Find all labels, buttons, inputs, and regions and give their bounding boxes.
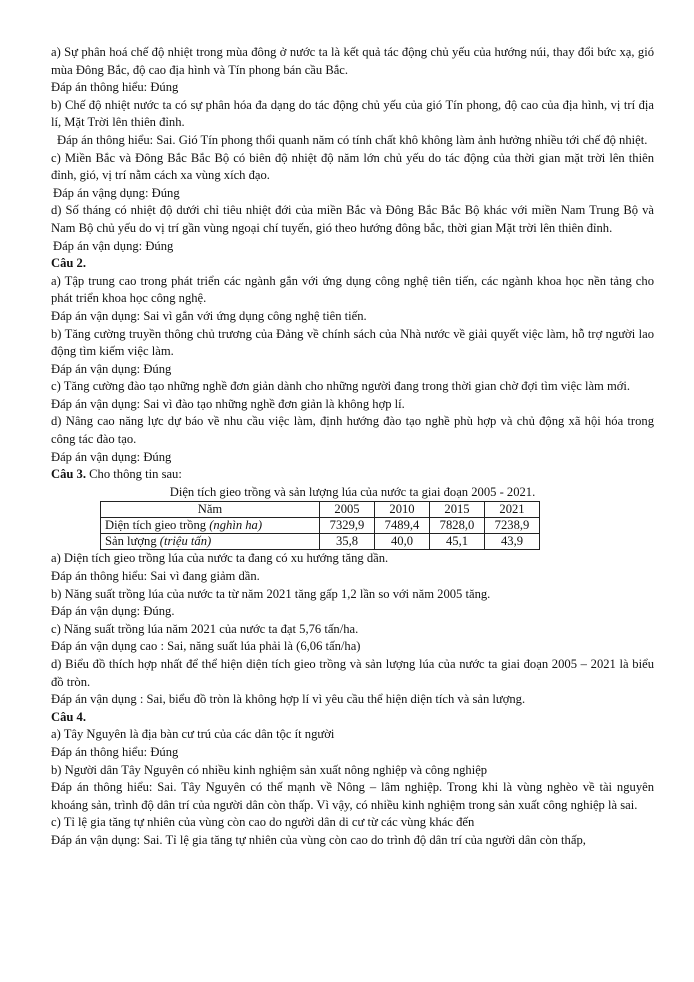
q4-statement-b: b) Người dân Tây Nguyên có nhiều kinh nghiệm sản xuất nông nghiệp và công nghiệp xyxy=(51,762,488,777)
row-unit: (triệu tấn) xyxy=(159,534,212,549)
q3-title: Câu 3. xyxy=(51,467,86,482)
table-row xyxy=(101,534,540,550)
q3-statement-d: d) Biểu đồ thích hợp nhất để thể hiện diện tích gieo trồng và sản lượng lúa của nước ta giai đoạn 2005 – 2021 là biểu đồ tròn. xyxy=(51,657,654,689)
q4-answer-c: Đáp án vận dụng: Sai. Tỉ lệ gia tăng tự nhiên của vùng còn cao do trình độ dân trí của người dân còn thấp, xyxy=(51,832,586,847)
q2-answer-b: Đáp án vận dụng: Đúng xyxy=(51,361,172,376)
header-year: 2005 xyxy=(320,502,375,518)
table-cell: 7238,9 xyxy=(485,518,540,534)
q1-answer-d: Đáp án vận dụng: Đúng xyxy=(53,238,174,253)
q3-answer-d: Đáp án vận dụng : Sai, biểu đồ tròn là không hợp lí vì yêu cầu thể hiện diện tích và sản lượng. xyxy=(51,692,526,707)
q4-answer-a: Đáp án thông hiểu: Đúng xyxy=(51,744,179,759)
q3-statement-a: a) Diện tích gieo trồng lúa của nước ta đang có xu hướng tăng dần. xyxy=(51,551,389,566)
q1-statement-a: a) Sự phân hoá chế độ nhiệt trong mùa đông ở nước ta là kết quả tác động chủ yếu của hướng núi, thay đổi bức xạ, gió mùa Đông Bắc, độ cao địa hình và Tín phong bán cầu Bắc. xyxy=(51,45,654,77)
q3-answer-b: Đáp án vận dụng: Đúng. xyxy=(51,604,175,619)
table-header-row xyxy=(101,502,540,518)
table-cell: 40,0 xyxy=(375,534,430,550)
table-cell: 7828,0 xyxy=(430,518,485,534)
row-unit: (nghìn ha) xyxy=(209,518,263,533)
row-label-text: Sản lượng xyxy=(105,534,160,549)
header-year: 2015 xyxy=(430,502,485,518)
q2-answer-c: Đáp án vận dụng: Sai vì đào tạo những nghề đơn giản là không hợp lí. xyxy=(51,396,405,411)
q2-statement-c: c) Tăng cường đào tạo những nghề đơn giản dành cho những người đang trong thời gian chờ đợi tìm việc làm mới. xyxy=(51,379,631,394)
q1-statement-c: c) Miền Bắc và Đông Bắc Bắc Bộ có biên độ nhiệt độ năm lớn chủ yếu do tác động của thời gian mặt trời lên thiên đỉnh, gió, vị trí nằm cách xa vùng xích đạo. xyxy=(51,150,654,183)
q3-answer-c: Đáp án vận dụng cao : Sai, năng suất lúa phải là (6,06 tấn/ha) xyxy=(51,639,361,654)
header-year: 2010 xyxy=(375,502,430,518)
q1-answer-c: Đáp án vậng dụng: Đúng xyxy=(53,185,180,200)
q3-heading xyxy=(51,466,654,484)
q4-statement-c: c) Tỉ lệ gia tăng tự nhiên của vùng còn cao do người dân di cư từ các vùng khác đến xyxy=(51,815,475,830)
q1-statement-d: d) Số tháng có nhiệt độ dưới chỉ tiêu nhiệt đới của miền Bắc và Đông Bắc Bắc Bộ khác với miền Nam Trung Bộ và Nam Bộ chủ yếu do vị trí gần vùng ngoại chí tuyến, gió theo hướng đông bắc, thời gian Mặt trời lên thiên đỉnh. xyxy=(51,203,654,235)
row-label-area xyxy=(101,518,320,534)
header-year: 2021 xyxy=(485,502,540,518)
table-cell: 43,9 xyxy=(485,534,540,550)
table-cell: 7329,9 xyxy=(320,518,375,534)
q4-title: Câu 4. xyxy=(51,709,86,724)
q2-answer-a: Đáp án vận dụng: Sai vì gắn với ứng dụng công nghệ tiên tiến. xyxy=(51,308,367,323)
table-cell: 7489,4 xyxy=(375,518,430,534)
q4-statement-a: a) Tây Nguyên là địa bàn cư trú của các dân tộc ít người xyxy=(51,727,335,742)
q3-statement-c: c) Năng suất trồng lúa năm 2021 của nước ta đạt 5,76 tấn/ha. xyxy=(51,621,359,636)
header-year-label: Năm xyxy=(101,502,320,518)
table-caption: Diện tích gieo trồng và sản lượng lúa của nước ta giai đoạn 2005 - 2021. xyxy=(169,484,536,499)
q3-answer-a: Đáp án thông hiểu: Sai vì đang giảm dần. xyxy=(51,569,260,584)
row-label-text: Diện tích gieo trồng xyxy=(105,518,210,533)
q2-statement-a: a) Tập trung cao trong phát triển các ngành gắn với ứng dụng công nghệ tiên tiến, các ngành khoa học nền tảng cho phát triển khoa học công nghệ. xyxy=(51,273,654,306)
q3-statement-b: b) Năng suất trồng lúa của nước ta từ năm 2021 tăng gấp 1,2 lần so với năm 2005 tăng. xyxy=(51,586,491,601)
q2-statement-d: d) Nâng cao năng lực dự báo về nhu cầu việc làm, định hướng đào tạo nghề phù hợp và chủ động xã hội hóa trong công tác đào tạo. xyxy=(51,414,654,447)
q1-statement-b: b) Chế độ nhiệt nước ta có sự phân hóa đa dạng do tác động chủ yếu của gió Tín phong, độ cao của địa hình, vị trí địa lí, Mặt Trời lên thiên đỉnh. xyxy=(51,97,654,130)
q2-statement-b: b) Tăng cường truyền thông chủ trương của Đảng về chính sách của Nhà nước về giải quyết việc làm, hỗ trợ người lao động tìm kiếm việc làm. xyxy=(51,326,654,359)
q4-answer-b: Đáp án thông hiểu: Sai. Tây Nguyên có thế mạnh về Nông – lâm nghiệp. Trong khi là vùng nghèo về tài nguyên khoáng sản, trình độ dân trí của người dân còn thấp. Vì vậy, có nhiều kinh nghiệm trong sản xuất công nghiệp là sai. xyxy=(51,780,654,812)
row-label-output xyxy=(101,534,320,550)
q1-answer-a: Đáp án thông hiểu: Đúng xyxy=(51,80,179,95)
table-cell: 35,8 xyxy=(320,534,375,550)
table-cell: 45,1 xyxy=(430,534,485,550)
q2-title: Câu 2. xyxy=(51,256,86,271)
q3-intro: Cho thông tin sau: xyxy=(86,467,182,482)
table-row xyxy=(101,518,540,534)
q1-answer-b: Đáp án thông hiểu: Sai. Gió Tín phong thổi quanh năm có tính chất khô không làm ảnh hưởng nhiều tới chế độ nhiệt. xyxy=(57,132,648,147)
q2-answer-d: Đáp án vận dụng: Đúng xyxy=(51,449,172,464)
rice-data-table xyxy=(100,501,540,550)
